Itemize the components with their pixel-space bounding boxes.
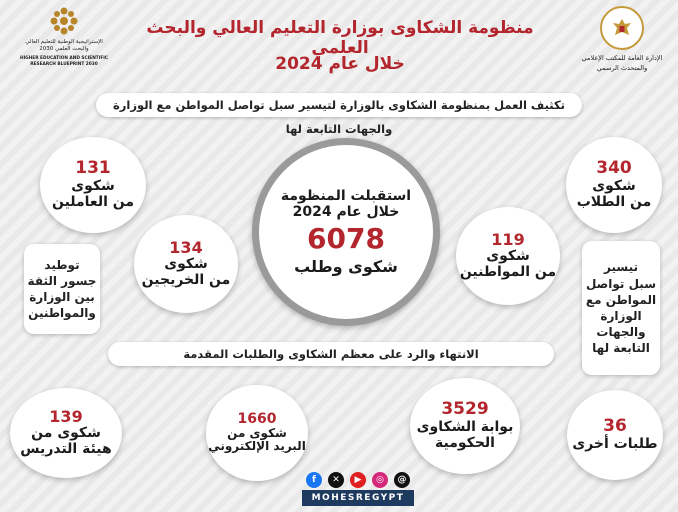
stat-email <box>206 385 308 481</box>
stat-portal <box>410 378 520 474</box>
stat-citizens-l2: من المواطنين <box>459 264 557 281</box>
media-office-line2: والمتحدث الرسمي <box>596 64 648 72</box>
side-right-3: المواطن مع <box>585 292 657 307</box>
page-subtitle: خلال عام 2024 <box>275 54 405 74</box>
top-banner: تكثيف العمل بمنظومة الشكاوى بالوزارة لتيسير سبل تواصل المواطن مع الوزارة والجهات التابعة لها <box>96 93 582 117</box>
side-left-1: توطيد <box>44 257 80 272</box>
center-line3: شكوى وطلب <box>294 256 398 276</box>
side-card-trust <box>24 244 100 334</box>
stat-other-l1: طلبات أخرى <box>572 435 658 452</box>
center-line1: استقبلت المنظومة <box>280 188 412 205</box>
strategy-emblem-icon <box>49 6 79 36</box>
strategy-logo-english: HIGHER EDUCATION AND SCIENTIFIC RESEARCH BLUEPRINT 2030 <box>19 56 109 67</box>
youtube-icon[interactable]: ▶ <box>350 472 366 488</box>
stat-citizens-l1: شكوى <box>486 248 530 265</box>
side-right-2: سبل تواصل <box>585 276 657 291</box>
stat-faculty-l2: هيئة التدريس <box>20 441 112 458</box>
stat-employees-l1: شكوى <box>71 177 115 194</box>
strategy-logo <box>8 6 120 98</box>
side-right-1: تيسير <box>604 260 638 275</box>
stat-employees <box>40 137 146 233</box>
media-office-line1: الإدارة العامة للمكتب الإعلامي <box>581 54 663 62</box>
eagle-emblem-icon <box>610 16 634 40</box>
middle-banner: الانتهاء والرد على معظم الشكاوى والطلبات المقدمة <box>108 342 554 366</box>
stat-students <box>566 137 662 233</box>
stat-employees-l2: من العاملين <box>51 193 135 210</box>
stat-citizens-number: 119 <box>491 229 525 249</box>
stat-employees-number: 131 <box>75 157 111 178</box>
stat-email-l2: البريد الإلكتروني <box>208 439 306 454</box>
stat-graduates <box>134 215 238 313</box>
center-number: 6078 <box>307 222 385 256</box>
stat-graduates-l1: شكوى <box>164 256 208 273</box>
footer-handle: MOHESREGYPT <box>302 490 414 506</box>
side-right-4: الوزارة <box>600 309 642 323</box>
side-right-5: والجهات <box>596 325 646 340</box>
side-left-4: والمواطنين <box>28 306 96 321</box>
stat-faculty-l1: شكوى من <box>31 425 101 442</box>
side-card-communication <box>582 241 660 375</box>
stat-email-l1: شكوى من <box>227 425 287 440</box>
stat-graduates-l2: من الخريجين <box>141 272 231 289</box>
social-icons <box>304 472 412 488</box>
stat-faculty <box>10 388 122 478</box>
stat-other <box>567 390 663 480</box>
center-total <box>252 138 440 326</box>
center-line2: خلال عام 2024 <box>292 204 400 221</box>
instagram-icon[interactable]: ◎ <box>372 472 388 488</box>
stat-email-number: 1660 <box>237 410 277 427</box>
stat-students-number: 340 <box>596 157 632 178</box>
facebook-icon[interactable]: f <box>306 472 322 488</box>
stat-portal-l2: الحكومية <box>435 434 495 451</box>
stat-portal-number: 3529 <box>441 398 489 419</box>
side-right-6: التابعة لها <box>592 341 650 356</box>
threads-icon[interactable]: @ <box>394 472 410 488</box>
x-icon[interactable]: ✕ <box>328 472 344 488</box>
strategy-logo-arabic: الإستراتيجية الوطنية للتعليم العالي والبحث العلمي 2030 <box>25 39 103 52</box>
stat-students-l1: شكوى <box>592 177 636 194</box>
stat-portal-l1: بوابة الشكاوى <box>416 418 514 435</box>
stat-graduates-number: 134 <box>169 237 203 257</box>
side-left-2: جسور الثقة <box>27 273 97 288</box>
emblem-circle <box>600 6 644 50</box>
stat-faculty-number: 139 <box>49 406 83 426</box>
side-left-3: بين الوزارة <box>29 290 95 304</box>
stat-students-l2: من الطلاب <box>576 193 652 210</box>
page-title: منظومة الشكاوى بوزارة التعليم العالي والبحث العلمي <box>146 18 534 58</box>
stat-citizens <box>456 207 560 305</box>
stat-other-number: 36 <box>603 416 627 437</box>
media-office-logo <box>572 6 672 86</box>
